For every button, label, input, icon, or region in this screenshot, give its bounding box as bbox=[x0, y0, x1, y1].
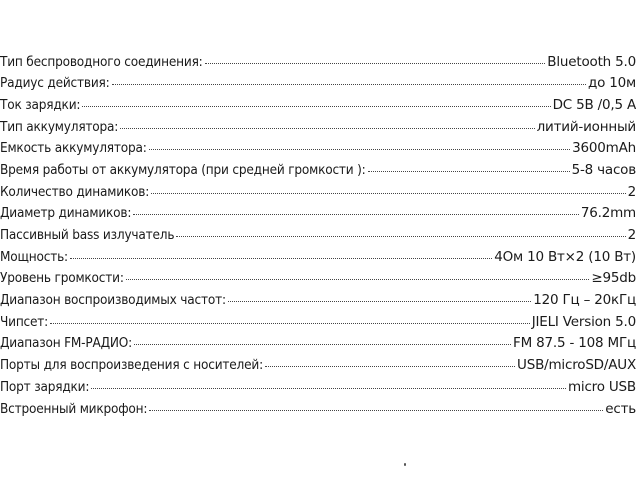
spec-label: Время работы от аккумулятора (при средней громкости ): bbox=[0, 161, 366, 178]
spec-label: Радиус действия: bbox=[0, 75, 110, 92]
dotted-leader bbox=[120, 117, 534, 131]
spec-row-connection-type bbox=[0, 52, 636, 74]
spec-label: Чипсет: bbox=[0, 313, 49, 330]
dotted-leader bbox=[149, 139, 570, 153]
spec-value: 5-8 часов bbox=[571, 161, 636, 178]
spec-row-microphone bbox=[0, 399, 636, 421]
dotted-leader bbox=[134, 334, 511, 348]
spec-row-volume-level bbox=[0, 269, 636, 291]
spec-label: Мощность: bbox=[0, 248, 68, 265]
spec-value: 3600mAh bbox=[572, 140, 636, 157]
dotted-leader bbox=[133, 204, 579, 218]
spec-label: Тип беспроводного соединения: bbox=[0, 53, 203, 70]
dotted-leader bbox=[205, 52, 546, 66]
spec-value: FM 87.5 - 108 МГц bbox=[513, 335, 636, 352]
spec-row-battery-type bbox=[0, 117, 636, 139]
dotted-leader bbox=[126, 269, 590, 283]
dotted-leader bbox=[149, 399, 603, 413]
spec-value: 4Ом 10 Вт×2 (10 Вт) bbox=[494, 248, 636, 265]
spec-value: Bluetooth 5.0 bbox=[547, 53, 636, 70]
spec-row-fm-range bbox=[0, 334, 636, 356]
spec-value: ≥95db bbox=[591, 270, 636, 287]
spec-label: Пассивный bass излучатель bbox=[0, 227, 175, 243]
spec-value: литий-ионный bbox=[536, 118, 636, 135]
dotted-leader bbox=[50, 312, 530, 326]
spec-label: Встроенный микрофон: bbox=[0, 400, 148, 417]
spec-value: 120 Гц – 20кГц bbox=[533, 292, 636, 309]
specification-list bbox=[0, 52, 636, 421]
dotted-leader bbox=[176, 226, 625, 240]
spec-label: Ток зарядки: bbox=[0, 96, 81, 113]
stray-dot-mark bbox=[404, 463, 406, 466]
spec-value: DC 5В /0,5 А bbox=[552, 96, 636, 113]
spec-row-charging-port bbox=[0, 377, 636, 399]
dotted-leader bbox=[91, 377, 566, 391]
spec-value: до 10м bbox=[587, 75, 636, 92]
spec-row-media-ports bbox=[0, 356, 636, 378]
dotted-leader bbox=[151, 182, 626, 196]
spec-row-range bbox=[0, 74, 636, 96]
dotted-leader bbox=[265, 356, 515, 370]
spec-label: Порт зарядки: bbox=[0, 378, 90, 395]
spec-value: 76.2mm bbox=[580, 205, 636, 222]
spec-label: Диаметр динамиков: bbox=[0, 205, 132, 222]
dotted-leader bbox=[368, 160, 570, 174]
spec-row-battery-life bbox=[0, 160, 636, 182]
spec-label: Тип аккумулятора: bbox=[0, 118, 119, 135]
spec-value: JIELI Version 5.0 bbox=[531, 313, 636, 330]
spec-row-speaker-diameter bbox=[0, 204, 636, 226]
spec-row-power bbox=[0, 247, 636, 269]
spec-label: Количество динамиков: bbox=[0, 183, 150, 200]
spec-row-charging-current bbox=[0, 95, 636, 117]
spec-label: Порты для воспроизведения с носителей: bbox=[0, 357, 263, 374]
dotted-leader bbox=[70, 247, 492, 261]
spec-row-speaker-count bbox=[0, 182, 636, 204]
spec-value: micro USB bbox=[567, 378, 636, 395]
spec-row-battery-capacity bbox=[0, 139, 636, 161]
spec-label: Диапазон FM-РАДИО: bbox=[0, 335, 133, 352]
dotted-leader bbox=[228, 291, 531, 305]
spec-label: Диапазон воспроизводимых частот: bbox=[0, 292, 226, 309]
dotted-leader bbox=[82, 95, 550, 109]
spec-row-chipset bbox=[0, 312, 636, 334]
spec-value: есть bbox=[605, 400, 636, 417]
spec-label: Уровень громкости: bbox=[0, 270, 124, 287]
spec-value: USB/microSD/AUX bbox=[517, 357, 636, 374]
spec-row-passive-bass bbox=[0, 226, 636, 248]
spec-label: Емкость аккумулятора: bbox=[0, 140, 147, 157]
spec-row-frequency-range bbox=[0, 291, 636, 313]
dotted-leader bbox=[112, 74, 586, 88]
spec-value: 2 bbox=[627, 227, 636, 243]
spec-value: 2 bbox=[627, 183, 636, 200]
